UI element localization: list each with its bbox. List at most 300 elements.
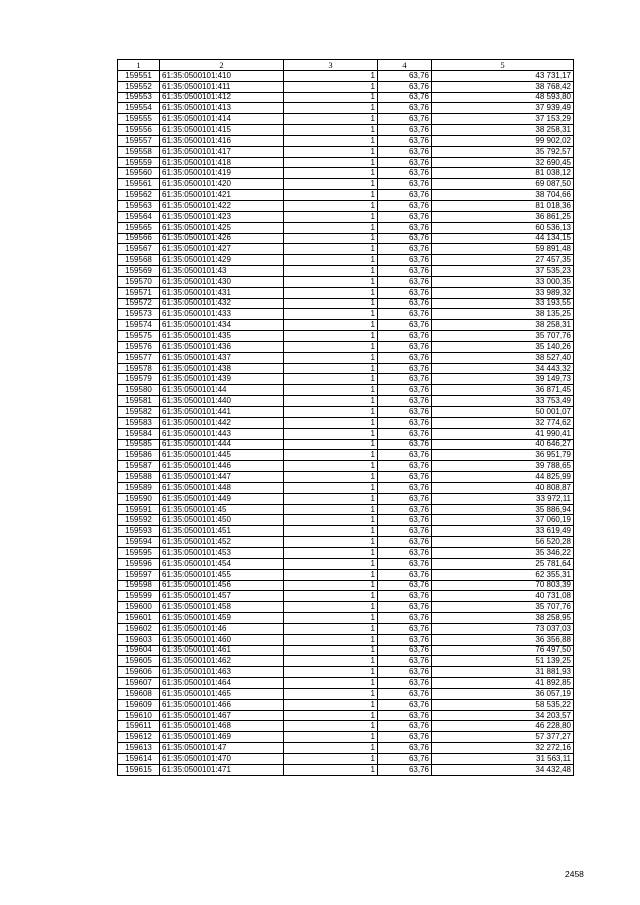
rate-value: 63,76 xyxy=(378,602,432,613)
rate-value: 63,76 xyxy=(378,157,432,168)
table-row xyxy=(118,114,574,125)
count-value: 1 xyxy=(284,374,378,385)
registry-table xyxy=(117,59,574,776)
count-value: 1 xyxy=(284,103,378,114)
count-value: 1 xyxy=(284,569,378,580)
cadastral-number: 61:35:0500101:415 xyxy=(160,125,284,136)
row-number: 159566 xyxy=(118,233,160,244)
rate-value: 63,76 xyxy=(378,754,432,765)
rate-value: 63,76 xyxy=(378,81,432,92)
rate-value: 63,76 xyxy=(378,352,432,363)
amount-value: 39 788,65 xyxy=(432,461,574,472)
cadastral-number: 61:35:0500101:461 xyxy=(160,645,284,656)
amount-value: 58 535,22 xyxy=(432,699,574,710)
count-value: 1 xyxy=(284,613,378,624)
row-number: 159569 xyxy=(118,266,160,277)
rate-value: 63,76 xyxy=(378,558,432,569)
row-number: 159595 xyxy=(118,547,160,558)
amount-value: 33 753,49 xyxy=(432,396,574,407)
table-row xyxy=(118,569,574,580)
table-row xyxy=(118,721,574,732)
table-row xyxy=(118,70,574,81)
rate-value: 63,76 xyxy=(378,168,432,179)
rate-value: 63,76 xyxy=(378,222,432,233)
amount-value: 62 355,31 xyxy=(432,569,574,580)
rate-value: 63,76 xyxy=(378,331,432,342)
row-number: 159609 xyxy=(118,699,160,710)
rate-value: 63,76 xyxy=(378,461,432,472)
row-number: 159611 xyxy=(118,721,160,732)
cadastral-number: 61:35:0500101:459 xyxy=(160,613,284,624)
table-row xyxy=(118,407,574,418)
count-value: 1 xyxy=(284,341,378,352)
table-row xyxy=(118,309,574,320)
table-body xyxy=(118,70,574,775)
row-number: 159583 xyxy=(118,417,160,428)
rate-value: 63,76 xyxy=(378,515,432,526)
amount-value: 35 140,26 xyxy=(432,341,574,352)
rate-value: 63,76 xyxy=(378,309,432,320)
cadastral-number: 61:35:0500101:470 xyxy=(160,754,284,765)
table-row xyxy=(118,352,574,363)
count-value: 1 xyxy=(284,276,378,287)
cadastral-number: 61:35:0500101:414 xyxy=(160,114,284,125)
cadastral-number: 61:35:0500101:441 xyxy=(160,407,284,418)
row-number: 159598 xyxy=(118,580,160,591)
table-row xyxy=(118,266,574,277)
amount-value: 70 803,39 xyxy=(432,580,574,591)
amount-value: 34 203,57 xyxy=(432,710,574,721)
table-row xyxy=(118,754,574,765)
amount-value: 31 563,11 xyxy=(432,754,574,765)
cadastral-number: 61:35:0500101:440 xyxy=(160,396,284,407)
amount-value: 38 258,95 xyxy=(432,613,574,624)
table-row xyxy=(118,157,574,168)
table-row xyxy=(118,472,574,483)
table-row xyxy=(118,645,574,656)
cadastral-number: 61:35:0500101:430 xyxy=(160,276,284,287)
cadastral-number: 61:35:0500101:449 xyxy=(160,493,284,504)
table-row xyxy=(118,287,574,298)
count-value: 1 xyxy=(284,287,378,298)
amount-value: 38 527,40 xyxy=(432,352,574,363)
table-row xyxy=(118,146,574,157)
cadastral-number: 61:35:0500101:425 xyxy=(160,222,284,233)
cadastral-number: 61:35:0500101:451 xyxy=(160,526,284,537)
row-number: 159596 xyxy=(118,558,160,569)
row-number: 159567 xyxy=(118,244,160,255)
count-value: 1 xyxy=(284,244,378,255)
row-number: 159555 xyxy=(118,114,160,125)
row-number: 159559 xyxy=(118,157,160,168)
cadastral-number: 61:35:0500101:471 xyxy=(160,764,284,775)
count-value: 1 xyxy=(284,623,378,634)
rate-value: 63,76 xyxy=(378,70,432,81)
cadastral-number: 61:35:0500101:420 xyxy=(160,179,284,190)
amount-value: 32 690,45 xyxy=(432,157,574,168)
amount-value: 56 520,28 xyxy=(432,537,574,548)
cadastral-number: 61:35:0500101:46 xyxy=(160,623,284,634)
header-row xyxy=(118,60,574,71)
count-value: 1 xyxy=(284,721,378,732)
cadastral-number: 61:35:0500101:434 xyxy=(160,320,284,331)
rate-value: 63,76 xyxy=(378,135,432,146)
amount-value: 37 535,23 xyxy=(432,266,574,277)
rate-value: 63,76 xyxy=(378,407,432,418)
count-value: 1 xyxy=(284,396,378,407)
amount-value: 38 704,66 xyxy=(432,190,574,201)
row-number: 159571 xyxy=(118,287,160,298)
row-number: 159553 xyxy=(118,92,160,103)
row-number: 159557 xyxy=(118,135,160,146)
rate-value: 63,76 xyxy=(378,667,432,678)
table-row xyxy=(118,190,574,201)
cadastral-number: 61:35:0500101:418 xyxy=(160,157,284,168)
table-row xyxy=(118,678,574,689)
rate-value: 63,76 xyxy=(378,244,432,255)
row-number: 159614 xyxy=(118,754,160,765)
amount-value: 35 886,94 xyxy=(432,504,574,515)
table-row xyxy=(118,656,574,667)
count-value: 1 xyxy=(284,255,378,266)
row-number: 159590 xyxy=(118,493,160,504)
cadastral-number: 61:35:0500101:411 xyxy=(160,81,284,92)
count-value: 1 xyxy=(284,363,378,374)
count-value: 1 xyxy=(284,645,378,656)
row-number: 159610 xyxy=(118,710,160,721)
cadastral-number: 61:35:0500101:436 xyxy=(160,341,284,352)
rate-value: 63,76 xyxy=(378,428,432,439)
rate-value: 63,76 xyxy=(378,146,432,157)
row-number: 159576 xyxy=(118,341,160,352)
cadastral-number: 61:35:0500101:435 xyxy=(160,331,284,342)
row-number: 159582 xyxy=(118,407,160,418)
amount-value: 99 902,02 xyxy=(432,135,574,146)
amount-value: 69 087,50 xyxy=(432,179,574,190)
table-row xyxy=(118,688,574,699)
cadastral-number: 61:35:0500101:417 xyxy=(160,146,284,157)
rate-value: 63,76 xyxy=(378,266,432,277)
table-row xyxy=(118,244,574,255)
column-header-3: 3 xyxy=(284,60,378,71)
amount-value: 60 536,13 xyxy=(432,222,574,233)
column-header-1: 1 xyxy=(118,60,160,71)
count-value: 1 xyxy=(284,526,378,537)
amount-value: 44 134,15 xyxy=(432,233,574,244)
cadastral-number: 61:35:0500101:427 xyxy=(160,244,284,255)
amount-value: 33 000,35 xyxy=(432,276,574,287)
row-number: 159586 xyxy=(118,450,160,461)
rate-value: 63,76 xyxy=(378,363,432,374)
count-value: 1 xyxy=(284,70,378,81)
table-row xyxy=(118,417,574,428)
count-value: 1 xyxy=(284,656,378,667)
rate-value: 63,76 xyxy=(378,374,432,385)
rate-value: 63,76 xyxy=(378,645,432,656)
count-value: 1 xyxy=(284,266,378,277)
rate-value: 63,76 xyxy=(378,743,432,754)
row-number: 159601 xyxy=(118,613,160,624)
cadastral-number: 61:35:0500101:431 xyxy=(160,287,284,298)
amount-value: 35 707,76 xyxy=(432,331,574,342)
row-number: 159563 xyxy=(118,200,160,211)
count-value: 1 xyxy=(284,168,378,179)
cadastral-number: 61:35:0500101:463 xyxy=(160,667,284,678)
table-row xyxy=(118,461,574,472)
amount-value: 41 892,85 xyxy=(432,678,574,689)
amount-value: 39 149,73 xyxy=(432,374,574,385)
rate-value: 63,76 xyxy=(378,341,432,352)
row-number: 159615 xyxy=(118,764,160,775)
amount-value: 37 153,29 xyxy=(432,114,574,125)
count-value: 1 xyxy=(284,602,378,613)
table-row xyxy=(118,125,574,136)
count-value: 1 xyxy=(284,417,378,428)
table-row xyxy=(118,428,574,439)
rate-value: 63,76 xyxy=(378,287,432,298)
count-value: 1 xyxy=(284,667,378,678)
count-value: 1 xyxy=(284,450,378,461)
count-value: 1 xyxy=(284,222,378,233)
row-number: 159568 xyxy=(118,255,160,266)
count-value: 1 xyxy=(284,92,378,103)
row-number: 159605 xyxy=(118,656,160,667)
cadastral-number: 61:35:0500101:443 xyxy=(160,428,284,439)
table-row xyxy=(118,320,574,331)
count-value: 1 xyxy=(284,190,378,201)
rate-value: 63,76 xyxy=(378,92,432,103)
table-row xyxy=(118,341,574,352)
cadastral-number: 61:35:0500101:447 xyxy=(160,472,284,483)
table-row xyxy=(118,515,574,526)
cadastral-number: 61:35:0500101:455 xyxy=(160,569,284,580)
cadastral-number: 61:35:0500101:429 xyxy=(160,255,284,266)
table-row xyxy=(118,482,574,493)
row-number: 159551 xyxy=(118,70,160,81)
rate-value: 63,76 xyxy=(378,114,432,125)
cadastral-number: 61:35:0500101:462 xyxy=(160,656,284,667)
table-row xyxy=(118,537,574,548)
table-row xyxy=(118,179,574,190)
rate-value: 63,76 xyxy=(378,710,432,721)
amount-value: 41 990,41 xyxy=(432,428,574,439)
rate-value: 63,76 xyxy=(378,233,432,244)
table-row xyxy=(118,667,574,678)
cadastral-number: 61:35:0500101:439 xyxy=(160,374,284,385)
column-header-4: 4 xyxy=(378,60,432,71)
cadastral-number: 61:35:0500101:423 xyxy=(160,211,284,222)
row-number: 159597 xyxy=(118,569,160,580)
count-value: 1 xyxy=(284,298,378,309)
count-value: 1 xyxy=(284,233,378,244)
cadastral-number: 61:35:0500101:437 xyxy=(160,352,284,363)
count-value: 1 xyxy=(284,580,378,591)
row-number: 159594 xyxy=(118,537,160,548)
table-row xyxy=(118,504,574,515)
row-number: 159603 xyxy=(118,634,160,645)
count-value: 1 xyxy=(284,472,378,483)
row-number: 159613 xyxy=(118,743,160,754)
cadastral-number: 61:35:0500101:413 xyxy=(160,103,284,114)
table-row xyxy=(118,103,574,114)
count-value: 1 xyxy=(284,537,378,548)
rate-value: 63,76 xyxy=(378,417,432,428)
amount-value: 33 193,55 xyxy=(432,298,574,309)
amount-value: 40 646,27 xyxy=(432,439,574,450)
count-value: 1 xyxy=(284,114,378,125)
count-value: 1 xyxy=(284,558,378,569)
cadastral-number: 61:35:0500101:444 xyxy=(160,439,284,450)
amount-value: 25 781,64 xyxy=(432,558,574,569)
table-row xyxy=(118,396,574,407)
cadastral-number: 61:35:0500101:419 xyxy=(160,168,284,179)
row-number: 159584 xyxy=(118,428,160,439)
amount-value: 36 951,79 xyxy=(432,450,574,461)
row-number: 159600 xyxy=(118,602,160,613)
cadastral-number: 61:35:0500101:468 xyxy=(160,721,284,732)
cadastral-number: 61:35:0500101:454 xyxy=(160,558,284,569)
amount-value: 33 619,49 xyxy=(432,526,574,537)
rate-value: 63,76 xyxy=(378,298,432,309)
rate-value: 63,76 xyxy=(378,190,432,201)
count-value: 1 xyxy=(284,428,378,439)
table-row xyxy=(118,493,574,504)
rate-value: 63,76 xyxy=(378,537,432,548)
table-row xyxy=(118,135,574,146)
cadastral-number: 61:35:0500101:47 xyxy=(160,743,284,754)
cadastral-number: 61:35:0500101:469 xyxy=(160,732,284,743)
rate-value: 63,76 xyxy=(378,656,432,667)
table-row xyxy=(118,233,574,244)
count-value: 1 xyxy=(284,482,378,493)
cadastral-number: 61:35:0500101:453 xyxy=(160,547,284,558)
amount-value: 59 891,48 xyxy=(432,244,574,255)
count-value: 1 xyxy=(284,461,378,472)
amount-value: 57 377,27 xyxy=(432,732,574,743)
cadastral-number: 61:35:0500101:43 xyxy=(160,266,284,277)
row-number: 159573 xyxy=(118,309,160,320)
table-row xyxy=(118,591,574,602)
row-number: 159592 xyxy=(118,515,160,526)
cadastral-number: 61:35:0500101:458 xyxy=(160,602,284,613)
count-value: 1 xyxy=(284,125,378,136)
row-number: 159577 xyxy=(118,352,160,363)
amount-value: 27 457,35 xyxy=(432,255,574,266)
row-number: 159575 xyxy=(118,331,160,342)
table-row xyxy=(118,200,574,211)
amount-value: 38 258,31 xyxy=(432,125,574,136)
amount-value: 36 871,45 xyxy=(432,385,574,396)
rate-value: 63,76 xyxy=(378,385,432,396)
amount-value: 34 432,48 xyxy=(432,764,574,775)
cadastral-number: 61:35:0500101:416 xyxy=(160,135,284,146)
rate-value: 63,76 xyxy=(378,482,432,493)
amount-value: 35 346,22 xyxy=(432,547,574,558)
row-number: 159558 xyxy=(118,146,160,157)
row-number: 159564 xyxy=(118,211,160,222)
row-number: 159589 xyxy=(118,482,160,493)
row-number: 159565 xyxy=(118,222,160,233)
count-value: 1 xyxy=(284,710,378,721)
rate-value: 63,76 xyxy=(378,764,432,775)
table-row xyxy=(118,623,574,634)
row-number: 159587 xyxy=(118,461,160,472)
column-header-2: 2 xyxy=(160,60,284,71)
amount-value: 38 768,42 xyxy=(432,81,574,92)
row-number: 159612 xyxy=(118,732,160,743)
count-value: 1 xyxy=(284,320,378,331)
amount-value: 34 443,32 xyxy=(432,363,574,374)
amount-value: 38 135,25 xyxy=(432,309,574,320)
amount-value: 36 861,25 xyxy=(432,211,574,222)
count-value: 1 xyxy=(284,515,378,526)
cadastral-number: 61:35:0500101:422 xyxy=(160,200,284,211)
amount-value: 37 939,49 xyxy=(432,103,574,114)
count-value: 1 xyxy=(284,157,378,168)
cadastral-number: 61:35:0500101:445 xyxy=(160,450,284,461)
amount-value: 43 731,17 xyxy=(432,70,574,81)
amount-value: 36 356,88 xyxy=(432,634,574,645)
cadastral-number: 61:35:0500101:448 xyxy=(160,482,284,493)
table-row xyxy=(118,710,574,721)
rate-value: 63,76 xyxy=(378,569,432,580)
count-value: 1 xyxy=(284,764,378,775)
amount-value: 73 037,03 xyxy=(432,623,574,634)
row-number: 159556 xyxy=(118,125,160,136)
table-row xyxy=(118,385,574,396)
rate-value: 63,76 xyxy=(378,396,432,407)
table-row xyxy=(118,547,574,558)
rate-value: 63,76 xyxy=(378,179,432,190)
table-row xyxy=(118,450,574,461)
cadastral-number: 61:35:0500101:460 xyxy=(160,634,284,645)
amount-value: 81 018,36 xyxy=(432,200,574,211)
count-value: 1 xyxy=(284,688,378,699)
rate-value: 63,76 xyxy=(378,125,432,136)
row-number: 159554 xyxy=(118,103,160,114)
count-value: 1 xyxy=(284,743,378,754)
amount-value: 48 593,80 xyxy=(432,92,574,103)
cadastral-number: 61:35:0500101:438 xyxy=(160,363,284,374)
table-row xyxy=(118,298,574,309)
rate-value: 63,76 xyxy=(378,732,432,743)
row-number: 159604 xyxy=(118,645,160,656)
count-value: 1 xyxy=(284,146,378,157)
rate-value: 63,76 xyxy=(378,320,432,331)
table-row xyxy=(118,732,574,743)
count-value: 1 xyxy=(284,439,378,450)
table-row xyxy=(118,558,574,569)
table-row xyxy=(118,222,574,233)
rate-value: 63,76 xyxy=(378,450,432,461)
count-value: 1 xyxy=(284,493,378,504)
amount-value: 40 731,08 xyxy=(432,591,574,602)
count-value: 1 xyxy=(284,407,378,418)
rate-value: 63,76 xyxy=(378,634,432,645)
table-row xyxy=(118,276,574,287)
row-number: 159581 xyxy=(118,396,160,407)
rate-value: 63,76 xyxy=(378,623,432,634)
rate-value: 63,76 xyxy=(378,699,432,710)
row-number: 159588 xyxy=(118,472,160,483)
rate-value: 63,76 xyxy=(378,200,432,211)
rate-value: 63,76 xyxy=(378,276,432,287)
cadastral-number: 61:35:0500101:466 xyxy=(160,699,284,710)
amount-value: 35 707,76 xyxy=(432,602,574,613)
count-value: 1 xyxy=(284,309,378,320)
rate-value: 63,76 xyxy=(378,211,432,222)
count-value: 1 xyxy=(284,81,378,92)
